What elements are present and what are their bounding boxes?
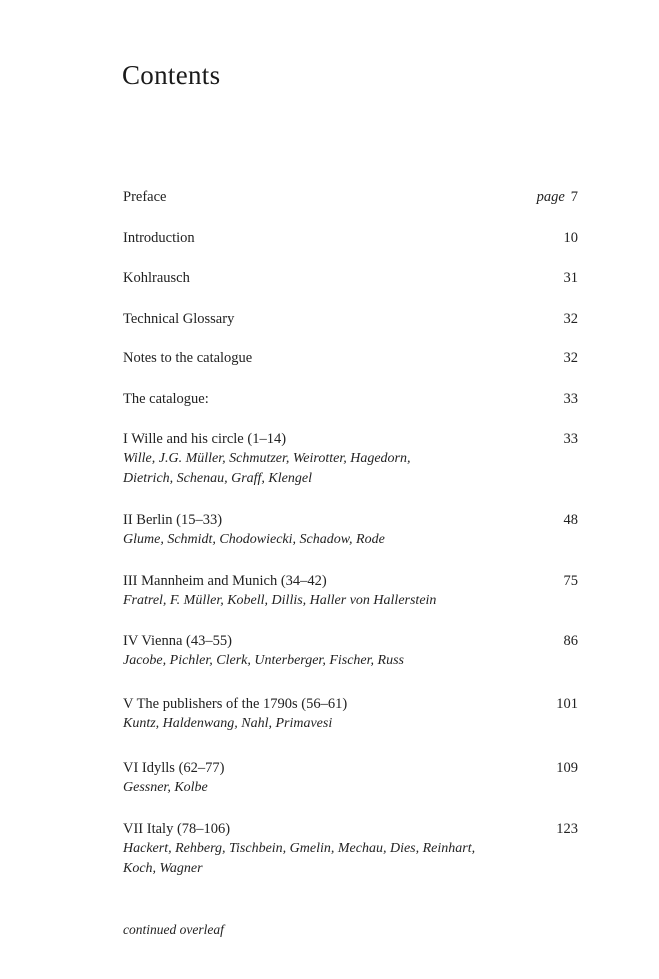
entry-page: 33 <box>563 391 578 407</box>
entry-page: 75 <box>563 573 578 589</box>
toc-entry-chapter-2 <box>123 510 578 550</box>
entry-artists: Wille, J.G. Müller, Schmutzer, Weirotter, Hagedorn, <box>123 451 411 466</box>
entry-label: II Berlin (15–33) <box>123 512 223 528</box>
entry-label: Introduction <box>123 230 195 246</box>
entry-artists: Kuntz, Haldenwang, Nahl, Primavesi <box>123 716 333 731</box>
entry-page: 33 <box>563 431 578 447</box>
entry-page: 32 <box>563 311 578 327</box>
toc-entry-glossary <box>123 309 578 329</box>
entry-artists: Gessner, Kolbe <box>123 780 208 795</box>
entry-label: VI Idylls (62–77) <box>123 760 225 776</box>
toc-entry-preface <box>123 187 578 207</box>
toc-entry-chapter-5 <box>123 694 578 734</box>
entry-artists: Fratrel, F. Müller, Kobell, Dillis, Haller von Hallerstein <box>123 593 437 608</box>
entry-artists: Dietrich, Schenau, Graff, Klengel <box>123 471 312 486</box>
entry-label: Preface <box>123 189 167 205</box>
entry-label: V The publishers of the 1790s (56–61) <box>123 696 348 712</box>
entry-label: Technical Glossary <box>123 311 235 327</box>
entry-page: 109 <box>556 760 578 776</box>
continued-overleaf-note: continued overleaf <box>123 922 224 937</box>
entry-page: 123 <box>556 821 578 837</box>
toc-entry-introduction <box>123 228 578 248</box>
entry-page: 86 <box>563 633 578 649</box>
entry-label: Notes to the catalogue <box>123 350 253 366</box>
entry-page: 48 <box>563 512 578 528</box>
toc-entry-chapter-7 <box>123 819 578 879</box>
entry-page: 7 <box>570 189 578 205</box>
entry-label: III Mannheim and Munich (34–42) <box>123 573 327 589</box>
entry-label: The catalogue: <box>123 391 209 407</box>
entry-artists: Glume, Schmidt, Chodowiecki, Schadow, Rode <box>123 532 385 547</box>
toc-entry-chapter-4 <box>123 631 578 671</box>
entry-artists: Koch, Wagner <box>123 861 203 876</box>
entry-artists: Hackert, Rehberg, Tischbein, Gmelin, Mechau, Dies, Reinhart, <box>123 841 476 856</box>
entry-label: IV Vienna (43–55) <box>123 633 232 649</box>
entry-label: VII Italy (78–106) <box>123 821 231 837</box>
toc-entry-chapter-1 <box>123 429 578 489</box>
toc-entry-chapter-6 <box>123 758 578 798</box>
toc-entry-notes <box>123 348 578 368</box>
page-label: page <box>536 189 565 205</box>
entry-label: Kohlrausch <box>123 270 190 286</box>
page-title: Contents <box>122 60 221 90</box>
entry-page: 10 <box>563 230 578 246</box>
entry-artists: Jacobe, Pichler, Clerk, Unterberger, Fischer, Russ <box>123 653 404 668</box>
entry-page: 32 <box>563 350 578 366</box>
toc-entry-kohlrausch <box>123 268 578 288</box>
toc-entry-chapter-3 <box>123 571 578 611</box>
entry-page: 31 <box>563 270 578 286</box>
entry-label: I Wille and his circle (1–14) <box>123 431 287 447</box>
toc-entry-catalogue <box>123 389 578 409</box>
entry-page: 101 <box>556 696 578 712</box>
